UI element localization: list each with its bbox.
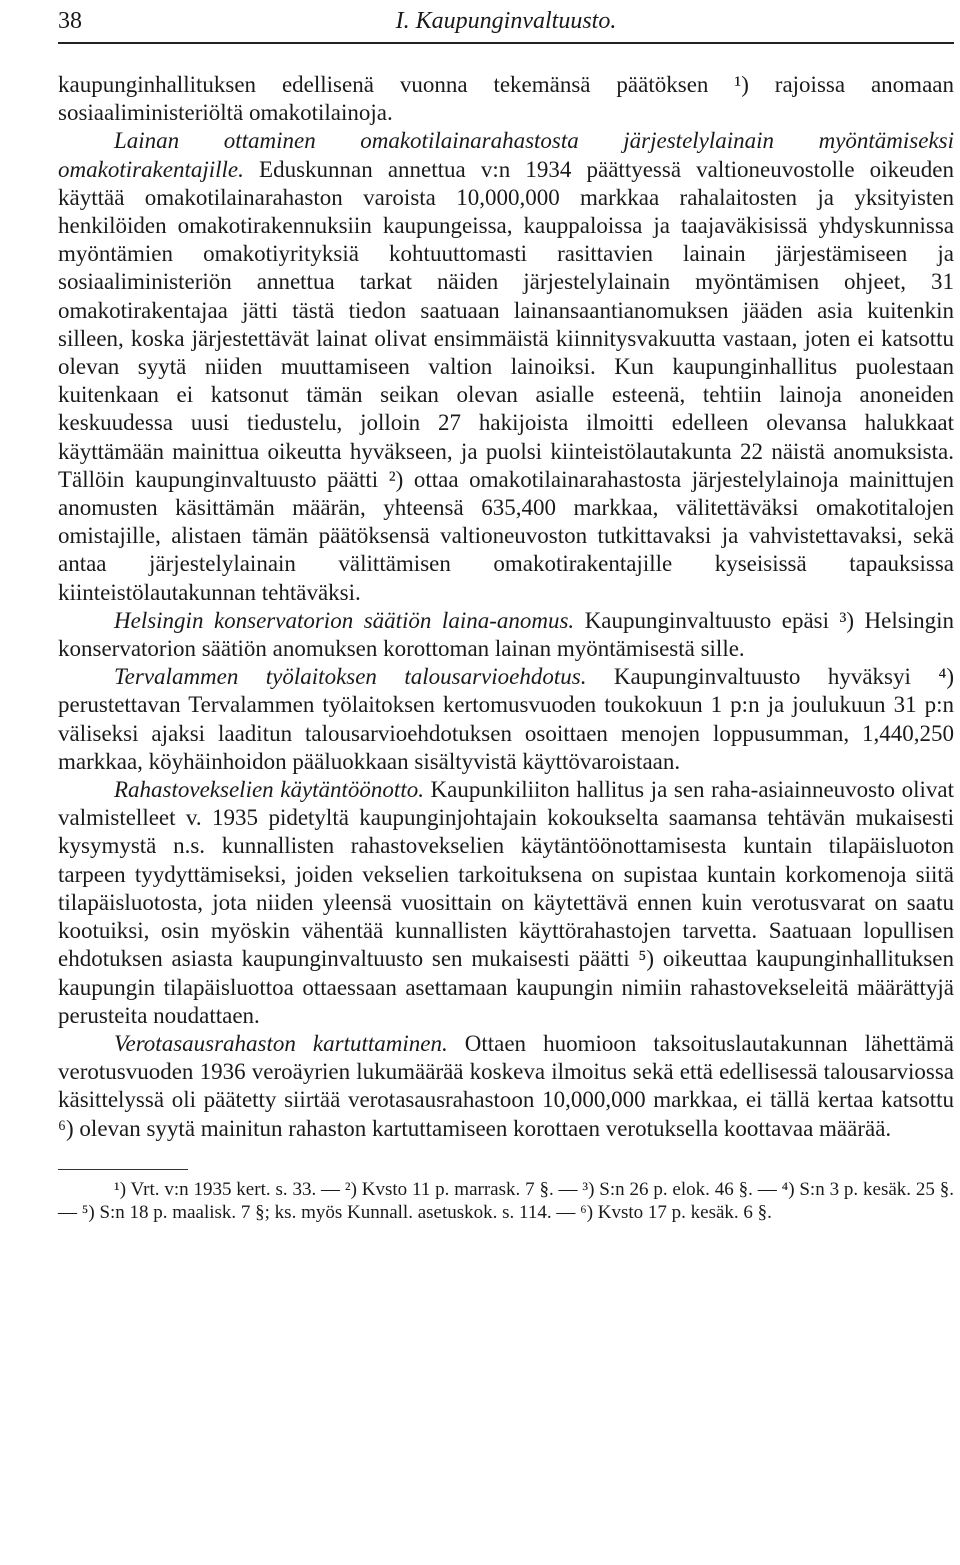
page: [58, 0, 954, 1225]
paragraph-text: Kaupunkiliiton hallitus ja sen raha-asiainneuvosto olivat valmistelleet v. 1935 pidetyltä kaupunginjohtajain kokoukselta saamansa tehtävän mukaisesti kysymystä n.s. kunnallisten rahastovekselien käytäntöönottamisesta kuntain tilapäisluoton tarpeen tyydyttämiseksi, joiden vekselien tarkoituksena on supistaa kuntain korkomenoja siitä tilapäisluotosta, jota niiden yleensä vuosittain on käytettävä ennen kuin verotusvarat on saatu kootuiksi, osin myöskin vähentää kunnallisten käyttörahastojen tarvetta. Saatuaan lopullisen ehdotuksen asiasta kaupunginvaltuusto sen mukaisesti päätti ⁵) oikeuttaa kaupunginhallituksen kaupungin tilapäisluottoa ottaessaan asettamaan kaupungin nimiin rahastovekseleitä määrättyjä perusteita noudattaen.: [58, 777, 954, 1028]
footnote-rule: [58, 1169, 188, 1170]
section-title: Verotasausrahaston kartuttaminen.: [114, 1030, 448, 1056]
page-header: [58, 5, 954, 45]
header-rule: [58, 42, 954, 44]
section-title: Helsingin konservatorion säätiön laina-anomus.: [114, 607, 575, 633]
running-title: I. Kaupunginvaltuusto.: [395, 8, 617, 34]
section-title: Tervalammen työlaitoksen talousarvioehdotus.: [114, 664, 587, 690]
paragraph-text: Ottaen huomioon taksoituslautakunnan lähettämä verotusvuoden 1936 veroäyrien lukumäärää koskeva ilmoitus sekä että edellisessä talousarviossa käsittelyssä oli päätetty siirtää verotasausrahastoon 10,000,000 markkaa, ei tällä kertaa katsottu ⁶) olevan syytä mainitun rahaston kartuttamiseen korottaen verotuksella koottavaa määrää.: [58, 1030, 954, 1141]
paragraph-continuation: [58, 71, 954, 127]
paragraph-rahastovekselit: [58, 776, 954, 1030]
paragraph-text: Kaupunginvaltuusto hyväksyi ⁴) perustettavan Tervalammen työlaitoksen kertomusvuoden toukokuun 1 p:n ja joulukuun 31 p:n väliseksi ajaksi laaditun talousarvioehdotuksen osoittaen menojen loppusumman, 1,440,250 markkaa, köyhäinhoidon pääluokkaan sisältyvistä käyttövaroistaan.: [58, 664, 955, 774]
paragraph-tervalampi: [58, 663, 954, 776]
paragraph-loan-omakoti: [58, 127, 954, 606]
paragraph-verotasaus: [58, 1030, 954, 1143]
paragraph-text: Eduskunnan annettua v:n 1934 päättyessä valtioneuvostolle oikeuden käyttää omakotilainarahaston varoista 10,000,000 markkaa rahalaitosten ja yksityisten henkilöiden omakotirakennuksiin kaupungeissa, kauppaloissa ja taajaväkisissä yhdyskunnissa myöntämien omakotiyrityksiä kohtuuttomasti rasittavien lainain järjestämiseen ja sosiaaliministeriön annettua tarkat näiden järjestelylainain myöntämisen ohjeet, 31 omakotirakentajaa jätti tästä tiedon saatuaan lainansaantianomuksen jääden asia kuitenkin silleen, koska järjestettävät lainat olivat ensimmäistä kiinnitysvakuutta vastaan, joten ei katsottu olevan syytä niiden muuttamiseen valtion lainoiksi. Kun kaupunginhallitus puolestaan kuitenkaan ei katsonut tämän seikan olevan asialle esteenä, tehtiin lainoja anoneiden keskuudessa uusi tiedustelu, jolloin 27 hakijoista ilmoitti edelleen olevansa halukkaat käyttämään mainittua oikeutta hyväkseen, ja puolsi kiinteistölautakunta 22 näistä anomuksista. Tällöin kaupunginvaltuusto päätti ²) ottaa omakotilainarahastosta järjestelylainoja mainittujen anomusten käsittämän määrän, yhteensä 635,400 markkaa, välitettäväksi omakotitalojen omistajille, alistaen tämän päätöksensä valtioneuvoston tutkittavaksi ja vahvistettavaksi, sekä antaa järjestelylainain välittämisen omakotirakentajille kyseisissä tapauksissa kiinteistölautakunnan tehtäväksi.: [58, 156, 954, 605]
section-title: Lainan ottaminen omakotilainarahastosta järjestelylainain myöntämiseksi omakotirakentajille.: [58, 128, 954, 182]
section-title: Rahastovekselien käytäntöönotto.: [114, 777, 424, 803]
paragraph-konservatorio: [58, 607, 954, 663]
paragraph-text: Kaupunginvaltuusto epäsi ³) Helsingin konservatorion säätiön anomuksen korottoman lainan myöntämisestä sille.: [58, 607, 954, 662]
body-text: [58, 71, 954, 1143]
page-number: 38: [58, 8, 82, 34]
paragraph-text: kaupunginhallituksen edellisenä vuonna tekemänsä päätöksen ¹) rajoissa anomaan sosiaaliministeriöltä omakotilainoja.: [58, 72, 954, 126]
footnotes: ¹) Vrt. v:n 1935 kert. s. 33. — ²) Kvsto 11 p. marrask. 7 §. — ³) S:n 26 p. elok. 46 §. — ⁴) S:n 3 p. kesäk. 25 §. — ⁵) S:n 18 p. maalisk. 7 §; ks. myös Kunnall. asetuskok. s. 114. — ⁶) Kvsto 17 p. kesäk. 6 §.: [58, 1178, 954, 1224]
